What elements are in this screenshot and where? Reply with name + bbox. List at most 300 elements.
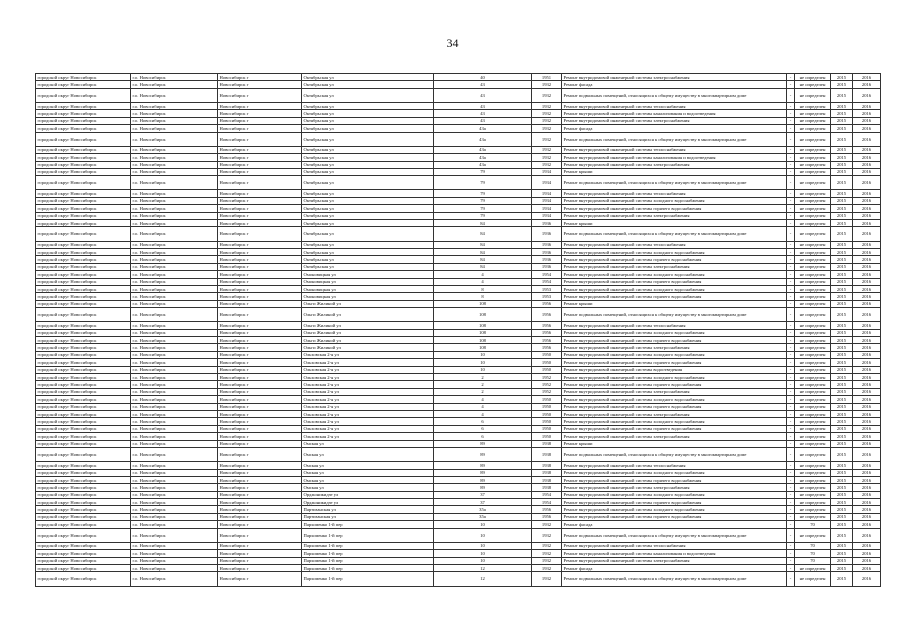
street-cell: Омская ул — [302, 447, 434, 461]
start-year-cell: 2015 — [831, 117, 853, 124]
street-cell: Ольги Жилиной ул — [302, 322, 434, 329]
volume-cell: - — [787, 197, 795, 204]
build-year-cell: 1956 — [532, 344, 562, 351]
start-year-cell: 2015 — [831, 447, 853, 461]
work-type-cell: Ремонт внутридомовой инженерной системы горячего водоснабжения — [562, 256, 787, 263]
settlement-cell: Новосибирск г — [218, 205, 302, 212]
start-year-cell: 2015 — [831, 300, 853, 307]
table-row — [36, 484, 881, 491]
end-year-cell: 2016 — [853, 271, 881, 278]
street-cell: Ольховская 2-я ул — [302, 418, 434, 425]
house-number-cell: 40 — [434, 74, 532, 81]
volume-cell: - — [787, 506, 795, 513]
settlement-cell: Новосибирск г — [218, 220, 302, 227]
house-number-cell: 79 — [434, 190, 532, 197]
build-year-cell: 1934 — [532, 168, 562, 175]
table-row — [36, 521, 881, 528]
work-type-cell: Ремонт внутридомовой инженерной системы горячего водоснабжения — [562, 476, 787, 483]
municipality-cell: городской округ Новосибирск — [36, 197, 131, 204]
end-year-cell: 2016 — [853, 125, 881, 132]
settlement-cell: Новосибирск г — [218, 411, 302, 418]
work-type-cell: Ремонт внутридомовой инженерной системы теплоснабжения — [562, 542, 787, 549]
street-cell: Пархоменко 1-й пер — [302, 521, 434, 528]
city-district-cell: г.о. Новосибирск — [131, 550, 218, 557]
house-number-cell: 2 — [434, 388, 532, 395]
volume-cell: - — [787, 433, 795, 440]
municipality-cell: городской округ Новосибирск — [36, 146, 131, 153]
start-year-cell: 2015 — [831, 256, 853, 263]
cost-cell: не определен — [795, 300, 831, 307]
volume-cell: - — [787, 205, 795, 212]
volume-cell: - — [787, 110, 795, 117]
volume-cell: - — [787, 366, 795, 373]
cost-cell: не определен — [795, 513, 831, 520]
work-type-cell: Ремонт внутридомовой инженерной системы горячего водоснабжения — [562, 359, 787, 366]
end-year-cell: 2016 — [853, 572, 881, 586]
end-year-cell: 2016 — [853, 168, 881, 175]
street-cell: Пархоменко 1-й пер — [302, 572, 434, 586]
cost-cell: не определен — [795, 572, 831, 586]
table-row — [36, 388, 881, 395]
end-year-cell: 2016 — [853, 557, 881, 564]
municipality-cell: городской округ Новосибирск — [36, 308, 131, 322]
settlement-cell: Новосибирск г — [218, 462, 302, 469]
cost-cell: не определен — [795, 388, 831, 395]
volume-cell: - — [787, 542, 795, 549]
volume-cell: - — [787, 359, 795, 366]
volume-cell: - — [787, 154, 795, 161]
city-district-cell: г.о. Новосибирск — [131, 396, 218, 403]
work-type-cell: Ремонт внутридомовой инженерной системы горячего водоснабжения — [562, 278, 787, 285]
volume-cell: - — [787, 249, 795, 256]
start-year-cell: 2015 — [831, 125, 853, 132]
volume-cell: - — [787, 491, 795, 498]
settlement-cell: Новосибирск г — [218, 396, 302, 403]
municipality-cell: городской округ Новосибирск — [36, 117, 131, 124]
city-district-cell: г.о. Новосибирск — [131, 81, 218, 88]
municipality-cell: городской округ Новосибирск — [36, 351, 131, 358]
city-district-cell: г.о. Новосибирск — [131, 212, 218, 219]
street-cell: Ольховская 2-я ул — [302, 351, 434, 358]
build-year-cell: 1953 — [532, 293, 562, 300]
table-row — [36, 125, 881, 132]
table-row — [36, 366, 881, 373]
work-type-cell: Ремонт подвальных помещений, относящихся к общему имуществу в многоквартирном доме — [562, 528, 787, 542]
street-cell: Ольховская 2-я ул — [302, 374, 434, 381]
settlement-cell: Новосибирск г — [218, 154, 302, 161]
work-type-cell: Ремонт крыши — [562, 300, 787, 307]
work-type-cell: Ремонт внутридомовой инженерной системы горячего водоснабжения — [562, 513, 787, 520]
cost-cell: не определен — [795, 205, 831, 212]
volume-cell: - — [787, 227, 795, 241]
volume-cell: - — [787, 476, 795, 483]
volume-cell: - — [787, 176, 795, 190]
table-row — [36, 322, 881, 329]
work-type-cell: Ремонт фасада — [562, 125, 787, 132]
table-row — [36, 176, 881, 190]
build-year-cell: 1950 — [532, 366, 562, 373]
volume-cell: - — [787, 550, 795, 557]
work-type-cell: Ремонт внутридомовой инженерной системы электроснабжения — [562, 557, 787, 564]
city-district-cell: г.о. Новосибирск — [131, 308, 218, 322]
build-year-cell: 1934 — [532, 190, 562, 197]
settlement-cell: Новосибирск г — [218, 381, 302, 388]
table-row — [36, 212, 881, 219]
settlement-cell: Новосибирск г — [218, 161, 302, 168]
street-cell: Ольховская 2-я ул — [302, 359, 434, 366]
cost-cell: не определен — [795, 278, 831, 285]
house-number-cell: 79 — [434, 168, 532, 175]
work-type-cell: Ремонт внутридомовой инженерной системы водоотведения — [562, 366, 787, 373]
city-district-cell: г.о. Новосибирск — [131, 241, 218, 248]
end-year-cell: 2016 — [853, 146, 881, 153]
start-year-cell: 2015 — [831, 205, 853, 212]
work-type-cell: Ремонт подвальных помещений, относящихся к общему имуществу в многоквартирном доме — [562, 132, 787, 146]
start-year-cell: 2015 — [831, 411, 853, 418]
table-row — [36, 344, 881, 351]
work-type-cell: Ремонт внутридомовой инженерной системы теплоснабжения — [562, 322, 787, 329]
end-year-cell: 2016 — [853, 249, 881, 256]
work-type-cell: Ремонт подвальных помещений, относящихся к общему имуществу в многоквартирном доме — [562, 308, 787, 322]
house-number-cell: 79 — [434, 212, 532, 219]
municipality-cell: городской округ Новосибирск — [36, 278, 131, 285]
settlement-cell: Новосибирск г — [218, 256, 302, 263]
build-year-cell: 1938 — [532, 469, 562, 476]
settlement-cell: Новосибирск г — [218, 241, 302, 248]
municipality-cell: городской округ Новосибирск — [36, 212, 131, 219]
city-district-cell: г.о. Новосибирск — [131, 476, 218, 483]
street-cell: Орджоникидзе ул — [302, 499, 434, 506]
city-district-cell: г.о. Новосибирск — [131, 447, 218, 461]
build-year-cell: 1932 — [532, 146, 562, 153]
house-number-cell: 108 — [434, 337, 532, 344]
start-year-cell: 2015 — [831, 146, 853, 153]
volume-cell: - — [787, 528, 795, 542]
end-year-cell: 2016 — [853, 227, 881, 241]
house-number-cell: 43 — [434, 117, 532, 124]
table-row — [36, 499, 881, 506]
build-year-cell: 1950 — [532, 411, 562, 418]
house-number-cell: 108 — [434, 329, 532, 336]
volume-cell: - — [787, 381, 795, 388]
work-type-cell: Ремонт внутридомовой инженерной системы холодного водоснабжения — [562, 351, 787, 358]
cost-cell: не определен — [795, 528, 831, 542]
build-year-cell: 1932 — [532, 557, 562, 564]
settlement-cell: Новосибирск г — [218, 227, 302, 241]
table-row — [36, 491, 881, 498]
end-year-cell: 2016 — [853, 550, 881, 557]
end-year-cell: 2016 — [853, 476, 881, 483]
table-row — [36, 168, 881, 175]
table-row — [36, 506, 881, 513]
build-year-cell: 1938 — [532, 462, 562, 469]
settlement-cell: Новосибирск г — [218, 572, 302, 586]
municipality-cell: городской округ Новосибирск — [36, 300, 131, 307]
table-row — [36, 110, 881, 117]
work-type-cell: Ремонт внутридомовой инженерной системы электроснабжения — [562, 74, 787, 81]
cost-cell: не определен — [795, 81, 831, 88]
work-type-cell: Ремонт крыши — [562, 220, 787, 227]
start-year-cell: 2015 — [831, 308, 853, 322]
street-cell: Орджоникидзе ул — [302, 491, 434, 498]
end-year-cell: 2016 — [853, 74, 881, 81]
table-row — [36, 513, 881, 520]
volume-cell: - — [787, 329, 795, 336]
city-district-cell: г.о. Новосибирск — [131, 572, 218, 586]
settlement-cell: Новосибирск г — [218, 168, 302, 175]
volume-cell: - — [787, 278, 795, 285]
build-year-cell: 1938 — [532, 484, 562, 491]
city-district-cell: г.о. Новосибирск — [131, 403, 218, 410]
city-district-cell: г.о. Новосибирск — [131, 366, 218, 373]
cost-cell: не определен — [795, 146, 831, 153]
house-number-cell: 8 — [434, 285, 532, 292]
settlement-cell: Новосибирск г — [218, 425, 302, 432]
end-year-cell: 2016 — [853, 322, 881, 329]
build-year-cell: 1936 — [532, 256, 562, 263]
end-year-cell: 2016 — [853, 132, 881, 146]
work-type-cell: Ремонт внутридомовой инженерной системы теплоснабжения — [562, 146, 787, 153]
build-year-cell: 1954 — [532, 278, 562, 285]
city-district-cell: г.о. Новосибирск — [131, 102, 218, 109]
street-cell: Ольховская 2-я ул — [302, 388, 434, 395]
table-row — [36, 278, 881, 285]
house-number-cell: 84 — [434, 220, 532, 227]
house-number-cell: 108 — [434, 344, 532, 351]
municipality-cell: городской округ Новосибирск — [36, 462, 131, 469]
volume-cell: - — [787, 565, 795, 572]
settlement-cell: Новосибирск г — [218, 366, 302, 373]
house-number-cell: 4 — [434, 271, 532, 278]
municipality-cell: городской округ Новосибирск — [36, 557, 131, 564]
build-year-cell: 1956 — [532, 513, 562, 520]
municipality-cell: городской округ Новосибирск — [36, 81, 131, 88]
table-row — [36, 374, 881, 381]
municipality-cell: городской округ Новосибирск — [36, 241, 131, 248]
end-year-cell: 2016 — [853, 308, 881, 322]
house-number-cell: 79 — [434, 205, 532, 212]
street-cell: Пархоменко 1-й пер — [302, 557, 434, 564]
build-year-cell: 1932 — [532, 154, 562, 161]
street-cell: Ольховская 2-я ул — [302, 433, 434, 440]
municipality-cell: городской округ Новосибирск — [36, 425, 131, 432]
municipality-cell: городской округ Новосибирск — [36, 433, 131, 440]
build-year-cell: 1936 — [532, 241, 562, 248]
municipality-cell: городской округ Новосибирск — [36, 205, 131, 212]
settlement-cell: Новосибирск г — [218, 433, 302, 440]
work-type-cell: Ремонт внутридомовой инженерной системы электроснабжения — [562, 388, 787, 395]
city-district-cell: г.о. Новосибирск — [131, 263, 218, 270]
build-year-cell: 1950 — [532, 359, 562, 366]
start-year-cell: 2015 — [831, 425, 853, 432]
house-number-cell: 10 — [434, 557, 532, 564]
start-year-cell: 2015 — [831, 550, 853, 557]
work-type-cell: Ремонт фасада — [562, 565, 787, 572]
end-year-cell: 2016 — [853, 102, 881, 109]
street-cell: Октябрьская ул — [302, 74, 434, 81]
municipality-cell: городской округ Новосибирск — [36, 550, 131, 557]
municipality-cell: городской округ Новосибирск — [36, 176, 131, 190]
table-row — [36, 433, 881, 440]
house-number-cell: 84 — [434, 263, 532, 270]
volume-cell: - — [787, 521, 795, 528]
volume-cell: - — [787, 308, 795, 322]
settlement-cell: Новосибирск г — [218, 388, 302, 395]
end-year-cell: 2016 — [853, 212, 881, 219]
build-year-cell: 1952 — [532, 381, 562, 388]
house-number-cell: 6 — [434, 418, 532, 425]
build-year-cell: 1950 — [532, 403, 562, 410]
work-type-cell: Ремонт внутридомовой инженерной системы холодного водоснабжения — [562, 396, 787, 403]
volume-cell: - — [787, 462, 795, 469]
end-year-cell: 2016 — [853, 176, 881, 190]
end-year-cell: 2016 — [853, 513, 881, 520]
start-year-cell: 2015 — [831, 197, 853, 204]
cost-cell: не определен — [795, 433, 831, 440]
street-cell: Ольховская 2-я ул — [302, 366, 434, 373]
work-type-cell: Ремонт внутридомовой инженерной системы теплоснабжения — [562, 462, 787, 469]
volume-cell: - — [787, 88, 795, 102]
cost-cell: не определен — [795, 322, 831, 329]
work-type-cell: Ремонт подвальных помещений, относящихся к общему имуществу в многоквартирном доме — [562, 572, 787, 586]
end-year-cell: 2016 — [853, 220, 881, 227]
municipality-cell: городской округ Новосибирск — [36, 125, 131, 132]
build-year-cell: 1932 — [532, 521, 562, 528]
work-type-cell: Ремонт внутридомовой инженерной системы горячего водоснабжения — [562, 205, 787, 212]
city-district-cell: г.о. Новосибирск — [131, 278, 218, 285]
city-district-cell: г.о. Новосибирск — [131, 117, 218, 124]
volume-cell: - — [787, 403, 795, 410]
end-year-cell: 2016 — [853, 256, 881, 263]
start-year-cell: 2015 — [831, 278, 853, 285]
work-type-cell: Ремонт внутридомовой инженерной системы горячего водоснабжения — [562, 293, 787, 300]
work-type-cell: Ремонт внутридомовой инженерной системы электроснабжения — [562, 212, 787, 219]
cost-cell: не определен — [795, 110, 831, 117]
settlement-cell: Новосибирск г — [218, 542, 302, 549]
cost-cell: не определен — [795, 344, 831, 351]
cost-cell: не определен — [795, 161, 831, 168]
end-year-cell: 2016 — [853, 506, 881, 513]
city-district-cell: г.о. Новосибирск — [131, 440, 218, 447]
street-cell: Ольги Жилиной ул — [302, 300, 434, 307]
volume-cell: - — [787, 411, 795, 418]
city-district-cell: г.о. Новосибирск — [131, 359, 218, 366]
build-year-cell: 1952 — [532, 374, 562, 381]
cost-cell: не определен — [795, 491, 831, 498]
volume-cell: - — [787, 81, 795, 88]
end-year-cell: 2016 — [853, 110, 881, 117]
build-year-cell: 1932 — [532, 572, 562, 586]
cost-cell: не определен — [795, 168, 831, 175]
start-year-cell: 2015 — [831, 102, 853, 109]
city-district-cell: г.о. Новосибирск — [131, 374, 218, 381]
city-district-cell: г.о. Новосибирск — [131, 293, 218, 300]
work-type-cell: Ремонт внутридомовой инженерной системы горячего водоснабжения — [562, 425, 787, 432]
end-year-cell: 2016 — [853, 205, 881, 212]
municipality-cell: городской округ Новосибирск — [36, 88, 131, 102]
table-row — [36, 329, 881, 336]
volume-cell: - — [787, 293, 795, 300]
municipality-cell: городской округ Новосибирск — [36, 249, 131, 256]
volume-cell: - — [787, 300, 795, 307]
table-row — [36, 271, 881, 278]
city-district-cell: г.о. Новосибирск — [131, 74, 218, 81]
work-type-cell: Ремонт подвальных помещений, относящихся к общему имуществу в многоквартирном доме — [562, 176, 787, 190]
work-type-cell: Ремонт внутридомовой инженерной системы электроснабжения — [562, 161, 787, 168]
build-year-cell: 1934 — [532, 205, 562, 212]
city-district-cell: г.о. Новосибирск — [131, 176, 218, 190]
house-number-cell: 89 — [434, 469, 532, 476]
build-year-cell: 1938 — [532, 476, 562, 483]
work-type-cell: Ремонт внутридомовой инженерной системы холодного водоснабжения — [562, 506, 787, 513]
work-type-cell: Ремонт внутридомовой инженерной системы холодного водоснабжения — [562, 285, 787, 292]
settlement-cell: Новосибирск г — [218, 300, 302, 307]
settlement-cell: Новосибирск г — [218, 528, 302, 542]
municipality-cell: городской округ Новосибирск — [36, 344, 131, 351]
end-year-cell: 2016 — [853, 433, 881, 440]
end-year-cell: 2016 — [853, 381, 881, 388]
start-year-cell: 2015 — [831, 322, 853, 329]
build-year-cell: 1932 — [532, 88, 562, 102]
municipality-cell: городской округ Новосибирск — [36, 366, 131, 373]
settlement-cell: Новосибирск г — [218, 491, 302, 498]
table-row — [36, 440, 881, 447]
municipality-cell: городской округ Новосибирск — [36, 154, 131, 161]
cost-cell: не определен — [795, 337, 831, 344]
end-year-cell: 2016 — [853, 411, 881, 418]
cost-cell: не определен — [795, 329, 831, 336]
city-district-cell: г.о. Новосибирск — [131, 344, 218, 351]
build-year-cell: 1950 — [532, 396, 562, 403]
street-cell: Октябрьская ул — [302, 212, 434, 219]
settlement-cell: Новосибирск г — [218, 176, 302, 190]
start-year-cell: 2015 — [831, 366, 853, 373]
house-number-cell: 89 — [434, 484, 532, 491]
table-row — [36, 557, 881, 564]
cost-cell: не определен — [795, 102, 831, 109]
start-year-cell: 2015 — [831, 418, 853, 425]
start-year-cell: 2015 — [831, 154, 853, 161]
street-cell: Ольховская 2-я ул — [302, 411, 434, 418]
street-cell: Ольховская 2-я ул — [302, 396, 434, 403]
settlement-cell: Новосибирск г — [218, 293, 302, 300]
cost-cell: не определен — [795, 359, 831, 366]
end-year-cell: 2016 — [853, 300, 881, 307]
start-year-cell: 2015 — [831, 572, 853, 586]
cost-cell: не определен — [795, 125, 831, 132]
table-row — [36, 117, 881, 124]
cost-cell: не определен — [795, 447, 831, 461]
work-type-cell: Ремонт внутридомовой инженерной системы горячего водоснабжения — [562, 403, 787, 410]
build-year-cell: 1951 — [532, 74, 562, 81]
cost-cell: не определен — [795, 308, 831, 322]
street-cell: Омская ул — [302, 440, 434, 447]
city-district-cell: г.о. Новосибирск — [131, 256, 218, 263]
table-row — [36, 190, 881, 197]
municipality-cell: городской округ Новосибирск — [36, 469, 131, 476]
end-year-cell: 2016 — [853, 403, 881, 410]
start-year-cell: 2015 — [831, 513, 853, 520]
work-type-cell: Ремонт подвальных помещений, относящихся к общему имуществу в многоквартирном доме — [562, 88, 787, 102]
build-year-cell: 1950 — [532, 351, 562, 358]
table-row — [36, 146, 881, 153]
build-year-cell: 1932 — [532, 565, 562, 572]
city-district-cell: г.о. Новосибирск — [131, 110, 218, 117]
house-number-cell: 10 — [434, 521, 532, 528]
cost-cell: не определен — [795, 256, 831, 263]
volume-cell: - — [787, 263, 795, 270]
start-year-cell: 2015 — [831, 440, 853, 447]
